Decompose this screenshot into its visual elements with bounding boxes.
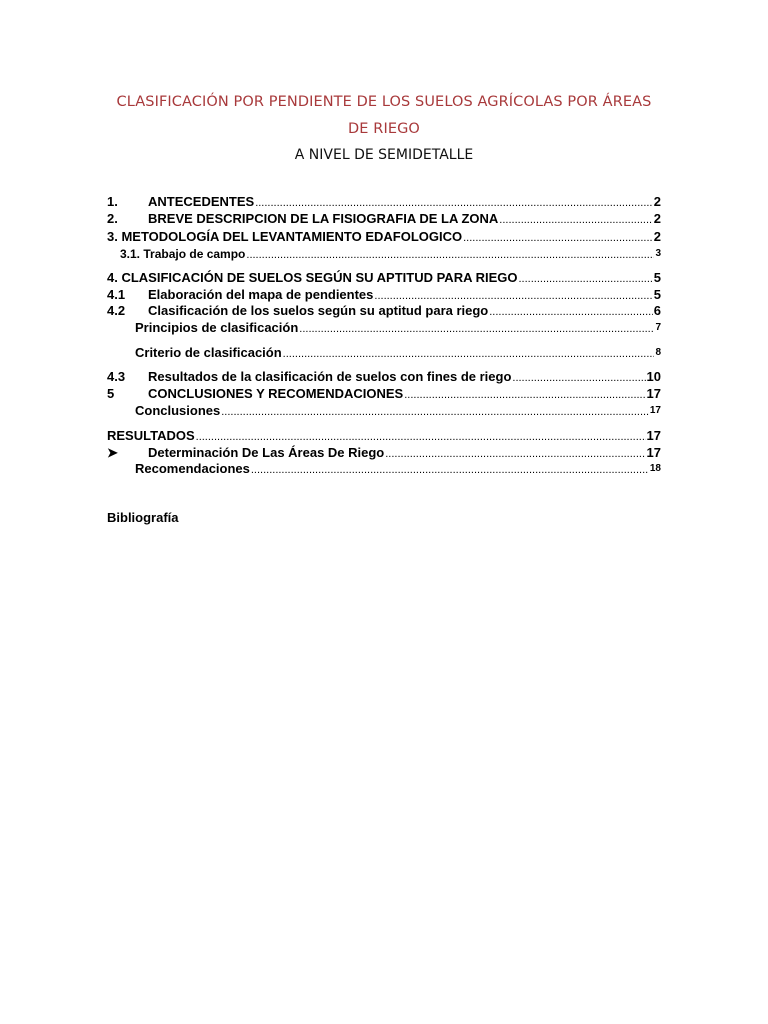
toc-page-number: 7 xyxy=(655,322,661,333)
toc-label: BREVE DESCRIPCION DE LA FISIOGRAFIA DE LA ZONA xyxy=(148,211,499,226)
toc-label: Clasificación de los suelos según su aptitud para riego xyxy=(148,303,489,318)
document-subtitle: A NIVEL DE SEMIDETALLE xyxy=(294,147,474,163)
arrow-bullet-icon: ➤ xyxy=(107,445,118,460)
toc-label: 4. CLASIFICACIÓN DE SUELOS SEGÚN SU APTITUD PARA RIEGO xyxy=(107,270,518,285)
toc-entry-determinacion-areas[interactable] xyxy=(107,445,661,461)
toc-leader-dots xyxy=(255,197,653,210)
toc-page-number: 2 xyxy=(653,229,661,244)
toc-number: 5 xyxy=(107,386,115,401)
toc-leader-dots xyxy=(251,464,649,477)
toc-page-number: 3 xyxy=(655,248,661,259)
toc-leader-dots xyxy=(519,273,653,286)
toc-entry-conclusiones-recomendaciones[interactable] xyxy=(107,386,661,402)
toc-entry-trabajo-de-campo[interactable] xyxy=(107,246,661,262)
toc-page-number: 2 xyxy=(653,194,661,209)
toc-page-number: 17 xyxy=(646,428,661,443)
toc-entry-fisiografia[interactable] xyxy=(107,211,661,227)
toc-page-number: 17 xyxy=(646,445,661,460)
toc-page-number: 5 xyxy=(653,287,661,302)
toc-page-number: 5 xyxy=(653,270,661,285)
toc-page-number: 6 xyxy=(653,303,661,318)
toc-label: 3. METODOLOGÍA DEL LEVANTAMIENTO EDAFOLOGICO xyxy=(107,229,463,244)
toc-leader-dots xyxy=(385,448,645,461)
toc-label: Criterio de clasificación xyxy=(135,345,282,360)
toc-entry-antecedentes[interactable] xyxy=(107,194,661,210)
toc-entry-recomendaciones[interactable] xyxy=(107,461,661,477)
toc-number: 4.2 xyxy=(107,303,126,318)
toc-leader-dots xyxy=(512,372,645,385)
toc-label: Principios de clasificación xyxy=(135,320,299,335)
toc-number: 4.1 xyxy=(107,287,126,302)
toc-leader-dots xyxy=(489,306,653,319)
toc-label: RESULTADOS xyxy=(107,428,195,443)
toc-label: Determinación De Las Áreas De Riego xyxy=(148,445,385,460)
toc-page-number: 10 xyxy=(646,369,661,384)
toc-label: Recomendaciones xyxy=(135,461,250,476)
toc-label: ANTECEDENTES xyxy=(148,194,255,209)
toc-label: Resultados de la clasificación de suelos con fines de riego xyxy=(148,369,512,384)
toc-entry-resultados-clasificacion[interactable] xyxy=(107,369,661,385)
toc-page-number: 18 xyxy=(649,463,661,474)
toc-entry-criterio[interactable] xyxy=(107,345,661,361)
toc-leader-dots xyxy=(221,406,649,419)
toc-entry-principios[interactable] xyxy=(107,320,661,336)
toc-leader-dots xyxy=(499,214,652,227)
toc-label: CONCLUSIONES Y RECOMENDACIONES xyxy=(148,386,404,401)
toc-label: Elaboración del mapa de pendientes xyxy=(148,287,374,302)
toc-leader-dots xyxy=(246,249,654,262)
toc-entry-clasificacion-de-suelos[interactable] xyxy=(107,270,661,286)
toc-page-number: 17 xyxy=(646,386,661,401)
toc-leader-dots xyxy=(196,431,646,444)
toc-entry-conclusiones[interactable] xyxy=(107,403,661,419)
toc-label: Conclusiones xyxy=(135,403,221,418)
toc-leader-dots xyxy=(299,323,654,336)
toc-number: 1. xyxy=(107,194,118,209)
toc-entry-metodologia[interactable] xyxy=(107,229,661,245)
toc-leader-dots xyxy=(374,290,652,303)
toc-number: 4.3 xyxy=(107,369,126,384)
toc-page-number: 2 xyxy=(653,211,661,226)
toc-leader-dots xyxy=(283,348,655,361)
toc-entry-resultados[interactable] xyxy=(107,428,661,444)
toc-leader-dots xyxy=(463,232,653,245)
toc-entry-mapa-de-pendientes[interactable] xyxy=(107,287,661,303)
toc-page-number: 8 xyxy=(655,347,661,358)
toc-leader-dots xyxy=(404,389,645,402)
document-title-line-1: CLASIFICACIÓN POR PENDIENTE DE LOS SUELOS AGRÍCOLAS POR ÁREAS xyxy=(116,94,652,110)
toc-page-number: 17 xyxy=(649,405,661,416)
toc-number: 2. xyxy=(107,211,118,226)
bibliography-heading: Bibliografía xyxy=(107,510,179,525)
toc-label: 3.1. Trabajo de campo xyxy=(120,247,246,261)
toc-entry-aptitud-para-riego[interactable] xyxy=(107,303,661,319)
document-title-line-2: DE RIEGO xyxy=(348,121,420,137)
